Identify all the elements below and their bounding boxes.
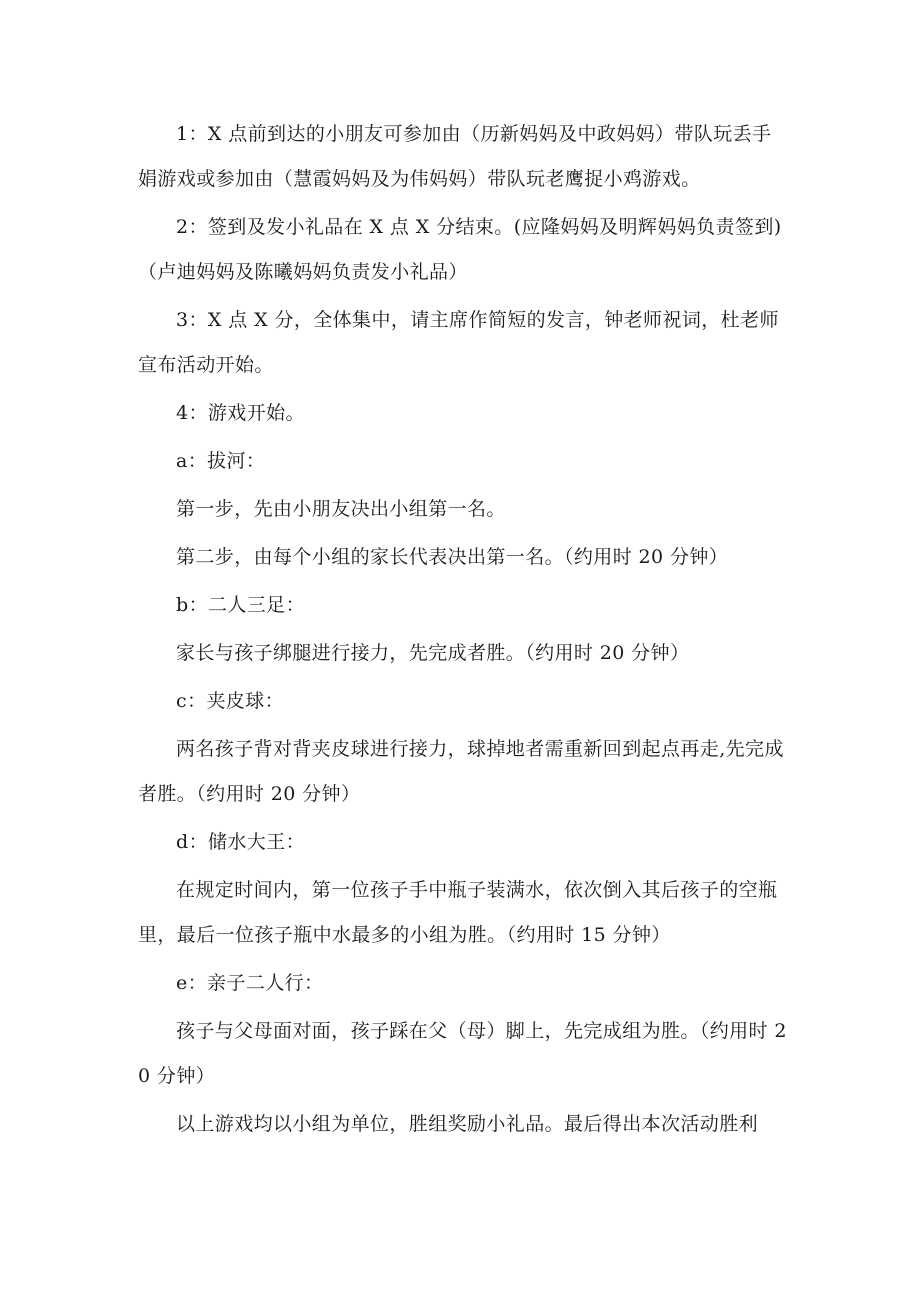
paragraph-sign-in: 2：签到及发小礼品在 X 点 X 分结束。(应隆妈妈及明辉妈妈负责签到)（卢迪妈妈及陈曦妈妈负责发小礼品）	[138, 216, 782, 283]
heading-tug-of-war: a：拔河：	[176, 450, 266, 472]
paragraph-assembly: 3：X 点 X 分，全体集中，请主席作简短的发言，钟老师祝词，杜老师宣布活动开始。	[138, 309, 779, 376]
document-body	[138, 112, 788, 1150]
heading-three-legged: b：二人三足：	[176, 594, 305, 616]
paragraph-water-king: 在规定时间内，第一位孩子手中瓶子装满水，依次倒入其后孩子的空瓶里，最后一位孩子瓶中水最多的小组为胜。（约用时 15 分钟）	[138, 879, 778, 946]
paragraph-games-start: 4：游戏开始。	[176, 402, 305, 424]
paragraph-ball-clamp: 两名孩子背对背夹皮球进行接力，球掉地者需重新回到起点再走,先完成者胜。（约用时 20 分钟）	[138, 738, 784, 805]
paragraph-arrival-games: 1：X 点前到达的小朋友可参加由（历新妈妈及中政妈妈）带队玩丢手娟游戏或参加由（慧霞妈妈及为伟妈妈）带队玩老鹰捉小鸡游戏。	[138, 123, 772, 190]
heading-ball-clamp: c：夹皮球：	[176, 690, 285, 712]
heading-water-king: d：储水大王：	[176, 831, 305, 853]
paragraph-step-one: 第一步，先由小朋友决出小组第一名。	[176, 498, 506, 520]
paragraph-summary: 以上游戏均以小组为单位，胜组奖励小礼品。最后得出本次活动胜利	[176, 1113, 759, 1135]
paragraph-step-two: 第二步，由每个小组的家长代表决出第一名。（约用时 20 分钟）	[176, 546, 729, 568]
paragraph-three-legged: 家长与孩子绑腿进行接力，先完成者胜。（约用时 20 分钟）	[176, 642, 690, 664]
heading-parent-child-walk: e：亲子二人行：	[176, 972, 324, 994]
paragraph-parent-child-walk: 孩子与父母面对面，孩子踩在父（母）脚上，先完成组为胜。（约用时 20 分钟）	[138, 1020, 787, 1087]
